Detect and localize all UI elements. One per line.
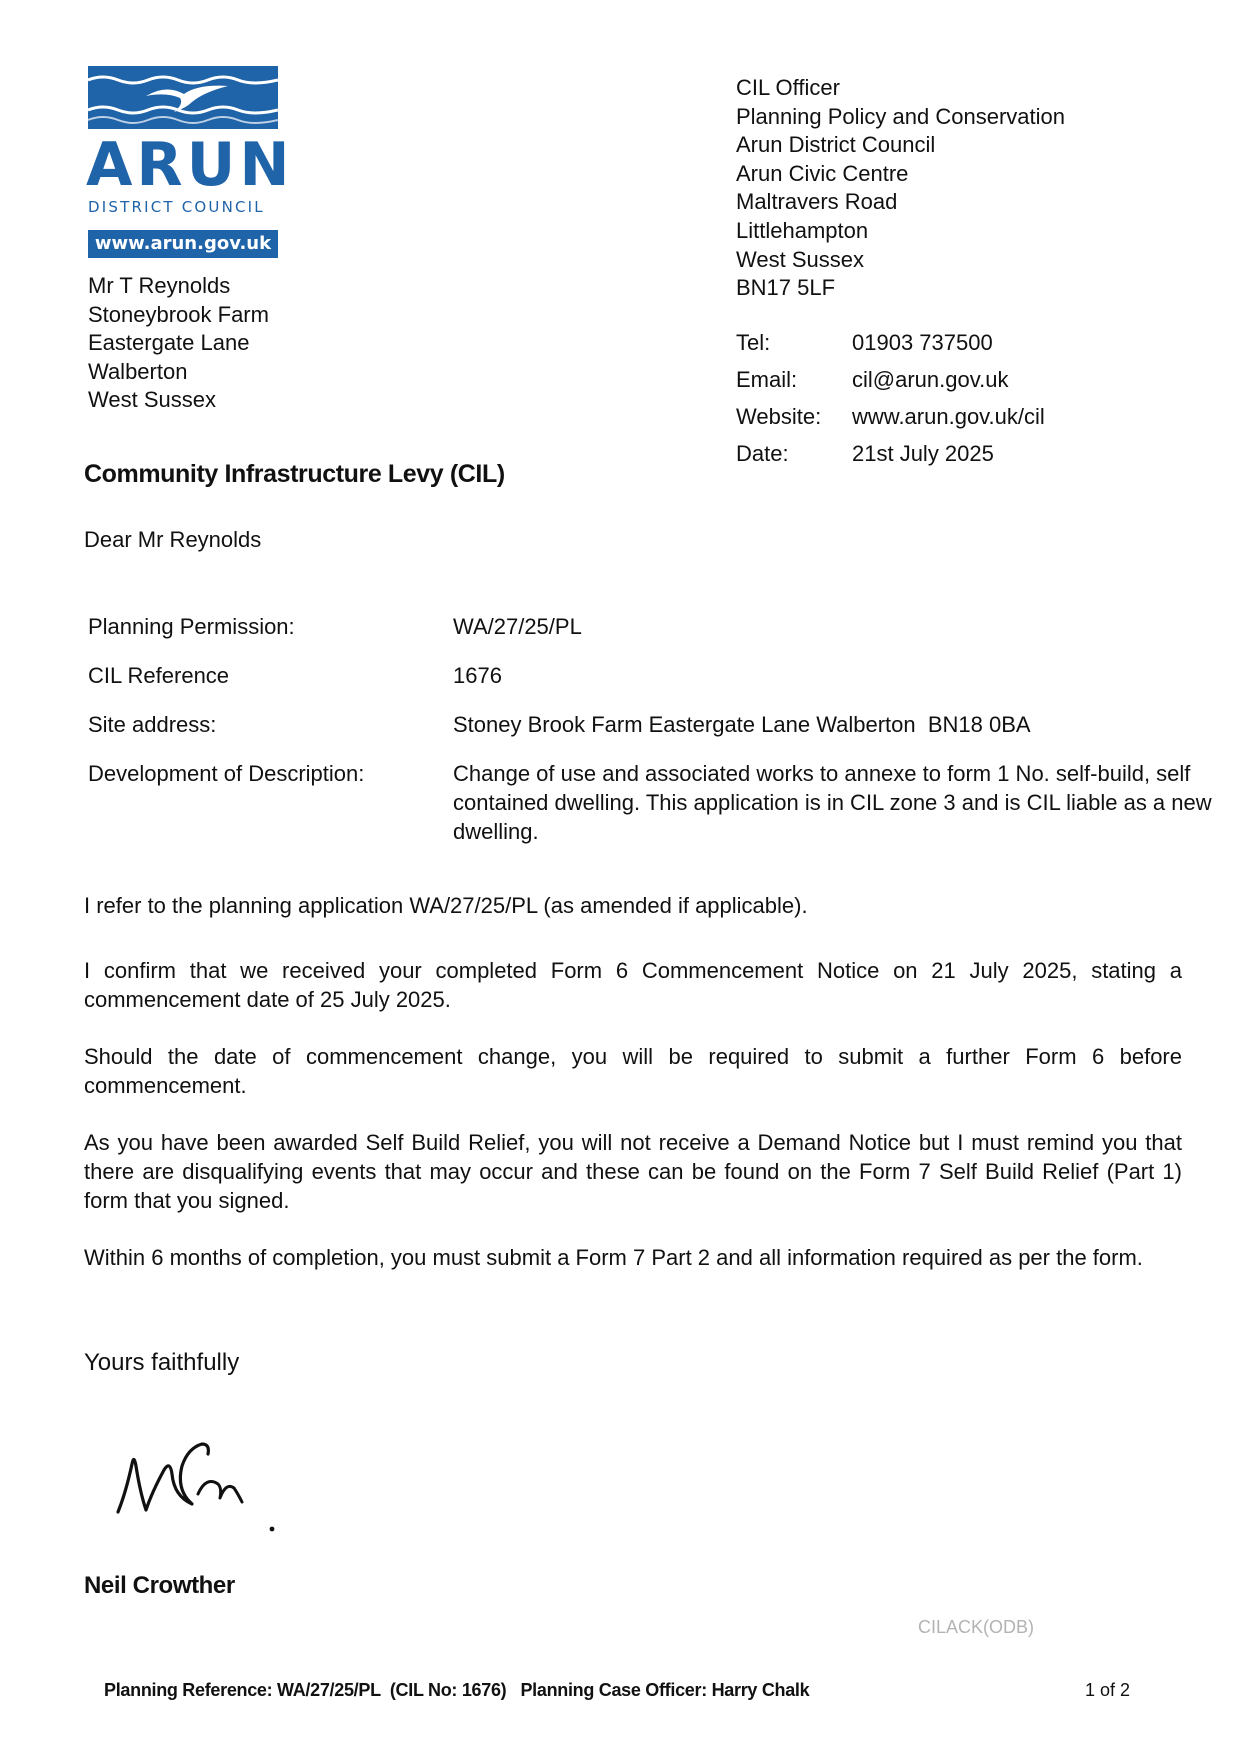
recipient-line: Stoneybrook Farm	[88, 301, 269, 327]
sender-line: CIL Officer	[736, 75, 840, 100]
sender-line: Planning Policy and Conservation	[736, 103, 1065, 129]
body-paragraph: As you have been awarded Self Build Relief, you will not receive a Demand Notice but I must remind you that there are disqualifying events that may occur and these can be found on the Form 7 Self Build Relief (Part 1) form that you signed.	[84, 1130, 1182, 1213]
recipient-line: Mr T Reynolds	[88, 273, 231, 298]
date-label: Date:	[736, 441, 789, 466]
logo-url: www.arun.gov.uk	[88, 230, 278, 258]
sender-line: Littlehampton	[736, 217, 869, 243]
document-reference: CILACK(ODB)	[918, 1617, 1035, 1637]
salutation: Dear Mr Reynolds	[84, 527, 262, 552]
seagull-logo-icon	[88, 66, 278, 129]
body-paragraph: Within 6 months of completion, you must submit a Form 7 Part 2 and all information required as per the form.	[84, 1245, 1143, 1270]
detail-label: Development of Description:	[88, 761, 365, 786]
website-value: www.arun.gov.uk/cil	[852, 404, 1045, 429]
detail-value: WA/27/25/PL	[453, 614, 582, 639]
sender-line: West Sussex	[736, 246, 864, 272]
body-paragraph: I refer to the planning application WA/27/25/PL (as amended if applicable).	[84, 893, 808, 918]
logo-wordmark: ARUN	[86, 130, 294, 200]
detail-label: CIL Reference	[88, 663, 230, 688]
website-label: Website:	[736, 404, 822, 429]
sender-line: Maltravers Road	[736, 189, 898, 215]
detail-label: Site address:	[88, 712, 217, 737]
footer-reference: Planning Reference: WA/27/25/PL (CIL No: 1676) Planning Case Officer: Harry Chalk	[104, 1680, 810, 1700]
tel-value: 01903 737500	[852, 330, 993, 355]
email-value: cil@arun.gov.uk	[852, 367, 1009, 392]
recipient-address	[88, 272, 269, 415]
date-value: 21st July 2025	[852, 441, 994, 466]
tel-label: Tel:	[736, 330, 771, 355]
council-logo	[86, 66, 294, 258]
detail-value: Change of use and associated works to annexe to form 1 No. self-build, self contained dwelling. This application is in CIL zone 3 and is CIL liable as a new dwelling.	[453, 761, 1212, 844]
logo-subtitle: DISTRICT COUNCIL	[88, 198, 265, 216]
handwritten-signature	[112, 1430, 292, 1545]
signer-name: Neil Crowther	[84, 1572, 235, 1599]
sender-address	[736, 74, 1065, 303]
detail-value: 1676	[453, 663, 502, 688]
letter-heading: Community Infrastructure Levy (CIL)	[84, 460, 505, 488]
page-number: 1 of 2	[1085, 1680, 1131, 1700]
sender-line: Arun Civic Centre	[736, 160, 909, 186]
recipient-line: Eastergate Lane	[88, 330, 250, 356]
detail-label: Planning Permission:	[88, 614, 295, 639]
body-paragraph: I confirm that we received your completed Form 6 Commencement Notice on 21 July 2025, stating a commencement date of 25 July 2025.	[84, 958, 1182, 1012]
recipient-line: Walberton	[88, 358, 188, 384]
sender-line: Arun District Council	[736, 132, 936, 158]
recipient-line: West Sussex	[88, 387, 216, 413]
sender-line: BN17 5LF	[736, 275, 836, 301]
detail-value: Stoney Brook Farm Eastergate Lane Walberton BN18 0BA	[453, 712, 1031, 737]
email-label: Email:	[736, 367, 798, 392]
body-paragraph: Should the date of commencement change, you will be required to submit a further Form 6 before commencement.	[84, 1044, 1182, 1098]
closing: Yours faithfully	[84, 1349, 240, 1376]
